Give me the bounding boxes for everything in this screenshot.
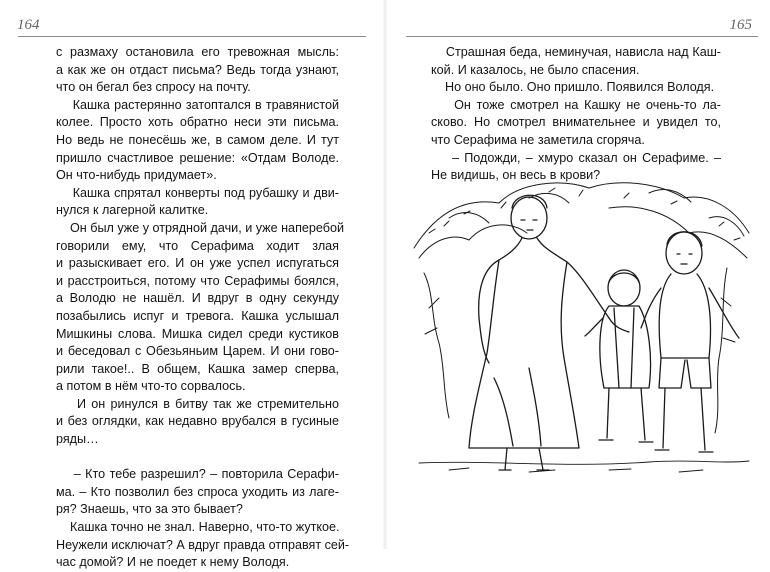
left-page-text-line: и беседовал с Обезьяньим Царем. И они гово- xyxy=(56,344,339,359)
page-number-right: 165 xyxy=(729,17,752,33)
right-page-text-line: что Серафима не заметила сгоряча. xyxy=(431,132,645,147)
left-page-text-line: что он бегал без спросу на почту. xyxy=(56,80,251,95)
left-page-text-line: а потом в нём что-то сорвалось. xyxy=(56,379,246,394)
left-page-text-line: Кашка спрятал конверты под рубашку и дви- xyxy=(56,185,339,200)
left-page xyxy=(0,0,384,570)
tree-branches xyxy=(414,183,749,433)
left-page-text-line: и расстроиться, потому что Серафимы боялся, xyxy=(56,273,339,288)
right-page-text-line: Он тоже смотрел на Кашку не очень-то ла- xyxy=(431,97,721,112)
left-page-text-line: ряды… xyxy=(56,432,99,447)
left-page-text-line: а Володю не нашёл. И вдруг в одну секунду xyxy=(56,291,339,306)
left-page-text-line: Неужели исключат? А вдруг правда отправят сей- xyxy=(56,537,350,552)
left-page-text-line: и без оглядки, как недавно врубался в гусиные xyxy=(56,414,339,429)
header-rule-left xyxy=(18,36,366,37)
left-page-text-line: нулся к лагерной калитке. xyxy=(56,203,209,218)
left-page-text-line: рили такое!.. В общем, Кашка замер сперва, xyxy=(56,361,339,376)
left-page-text-line: а как же он отдаст письма? Ведь тогда узнают, xyxy=(56,62,339,77)
ground-strokes xyxy=(419,461,749,472)
right-page-text-line: Но оно было. Оно пришло. Появился Володя. xyxy=(431,80,715,95)
left-page-text-line: Мишкины слова. Мишка сидел среди кустиков xyxy=(56,326,339,341)
left-page-text-line: Он был уже у отрядной дачи, и уже наперебой xyxy=(56,220,345,235)
left-page-text-line: Кашка точно не знал. Наверно, что-то жуткое. xyxy=(56,520,340,535)
left-page-text-line: ма. – Кто позволил без спроса уходить из лаге- xyxy=(56,484,339,499)
illustration-woman-and-boys xyxy=(409,178,754,478)
left-page-text-line: говорили ему, что Серафима ходит злая xyxy=(56,238,339,253)
right-page-text xyxy=(431,44,721,185)
left-page-text-line xyxy=(56,449,339,467)
right-page-text-line: Не видишь, он весь в крови? xyxy=(431,168,601,183)
left-page-text-line: пришло счастливое решение: «Отдам Володе. xyxy=(56,150,339,165)
woman-figure xyxy=(469,195,629,470)
header-rule-right xyxy=(406,36,758,37)
right-page-text-line: Страшная беда, неминучая, нависла над Каш- xyxy=(431,45,721,59)
right-page xyxy=(386,0,770,549)
right-page-text-line: сково. Но смотрел внимательнее и увидел то, xyxy=(431,115,721,130)
left-page-text xyxy=(56,44,350,572)
left-page-text-line: Он что-нибудь придумает». xyxy=(56,168,217,183)
left-page-text-line: – Кто тебе разрешил? – повторила Серафи- xyxy=(56,467,339,482)
boy-front-figure xyxy=(641,232,739,452)
left-page-text-line: И он ринулся в битву так же стремительно xyxy=(56,396,339,411)
right-page-text-line: кой. И казалось, не было спасения. xyxy=(431,62,640,77)
left-page-text-line: и разыскивает его. И он уже успел испугаться xyxy=(56,256,339,271)
left-page-text-line: ря? Знаешь, что за это бывает? xyxy=(56,502,243,517)
left-page-text-line: Но ведь не понесёшь же, в самом деле. И тут xyxy=(56,132,339,147)
left-page-text-line: позабылись испуг и тревога. Кашка услышал xyxy=(56,308,339,323)
left-page-text-line: час домой? И не поедет к нему Володя. xyxy=(56,555,290,570)
boy-back-figure xyxy=(585,270,653,442)
left-page-text-line: колее. Просто хоть обратно неси эти письма. xyxy=(56,115,339,130)
left-page-text-line: с размаху остановила его тревожная мысль: xyxy=(56,45,339,59)
right-page-text-line: – Подожди, – хмуро сказал он Серафиме. – xyxy=(431,150,721,165)
left-page-text-line: Кашка растерянно затоптался в травянистой xyxy=(56,97,339,112)
page-number-left: 164 xyxy=(17,17,40,33)
